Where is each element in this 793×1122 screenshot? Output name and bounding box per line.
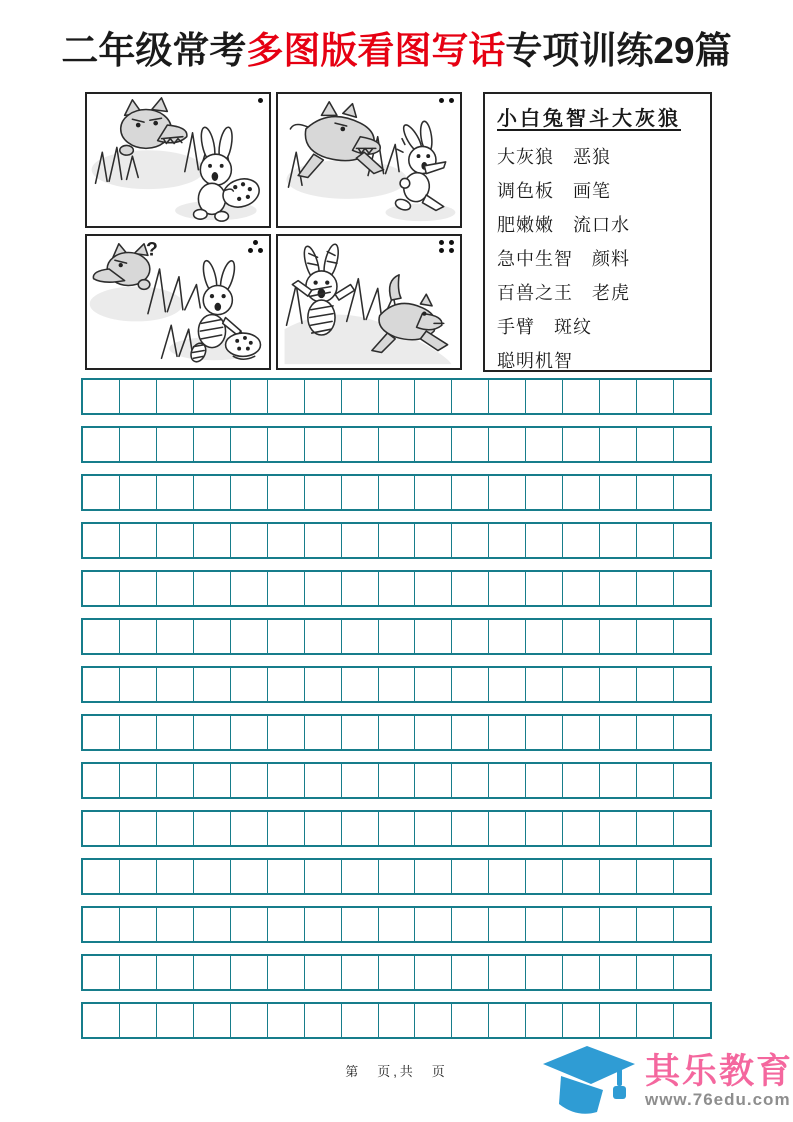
grid-cell — [194, 620, 231, 653]
grid-cell — [305, 380, 342, 413]
grid-cell — [526, 572, 563, 605]
grid-cell — [674, 668, 710, 701]
grid-cell — [637, 620, 674, 653]
grid-cell — [268, 908, 305, 941]
grid-cell — [452, 524, 489, 557]
grid-cell — [379, 428, 416, 461]
grid-cell — [637, 476, 674, 509]
grid-cell — [305, 908, 342, 941]
grid-cell — [489, 524, 526, 557]
grid-cell — [600, 620, 637, 653]
title-highlight: 多图版看图写话 — [246, 30, 506, 71]
grid-cell — [526, 908, 563, 941]
grid-cell — [157, 860, 194, 893]
grid-cell — [120, 668, 157, 701]
grid-cell — [83, 908, 120, 941]
grid-cell — [342, 956, 379, 989]
grid-cell — [415, 428, 452, 461]
grid-cell — [194, 1004, 231, 1037]
grid-cell — [600, 668, 637, 701]
grid-cell — [452, 1004, 489, 1037]
panel-dot — [449, 98, 454, 103]
grid-cell — [231, 1004, 268, 1037]
grid-cell — [157, 764, 194, 797]
comic-panel-3 — [85, 234, 271, 370]
grid-cell — [452, 572, 489, 605]
grid-cell — [452, 716, 489, 749]
grid-cell — [305, 764, 342, 797]
grid-cell — [120, 908, 157, 941]
grid-cell — [83, 524, 120, 557]
grid-cell — [342, 476, 379, 509]
grid-cell — [268, 380, 305, 413]
grid-cell — [120, 476, 157, 509]
grid-cell — [120, 1004, 157, 1037]
grid-cell — [305, 428, 342, 461]
title-prefix: 二年级常考 — [61, 30, 247, 71]
grid-cell — [563, 428, 600, 461]
grid-cell — [415, 860, 452, 893]
grid-cell — [268, 524, 305, 557]
grid-cell — [526, 860, 563, 893]
grid-cell — [637, 764, 674, 797]
vocab-word-line: 调色板 画笔 — [497, 181, 611, 202]
grid-cell — [674, 380, 710, 413]
comic-panel-2 — [276, 92, 462, 228]
grid-cell — [305, 956, 342, 989]
panel-dot — [439, 240, 444, 245]
page-title — [0, 20, 793, 74]
grid-cell — [674, 764, 710, 797]
grid-cell — [120, 860, 157, 893]
panel-dot — [248, 248, 253, 253]
grid-cell — [379, 524, 416, 557]
grid-cell — [637, 812, 674, 845]
grid-row — [81, 426, 712, 463]
grid-cell — [489, 476, 526, 509]
grid-cell — [674, 428, 710, 461]
grid-cell — [489, 956, 526, 989]
grid-cell — [526, 956, 563, 989]
grid-cell — [637, 716, 674, 749]
grid-row — [81, 474, 712, 511]
grid-cell — [600, 524, 637, 557]
grid-cell — [637, 668, 674, 701]
logo-text — [645, 1054, 793, 1108]
grid-cell — [379, 764, 416, 797]
grid-cell — [600, 956, 637, 989]
grid-cell — [268, 476, 305, 509]
grid-cell — [268, 764, 305, 797]
grid-cell — [157, 428, 194, 461]
grid-cell — [637, 860, 674, 893]
grid-cell — [563, 956, 600, 989]
grid-cell — [120, 764, 157, 797]
grid-cell — [342, 764, 379, 797]
grid-cell — [157, 716, 194, 749]
vocab-box — [483, 92, 712, 372]
grid-cell — [342, 380, 379, 413]
grid-cell — [194, 716, 231, 749]
grid-cell — [194, 764, 231, 797]
grid-cell — [526, 764, 563, 797]
grid-row — [81, 858, 712, 895]
panel-1-illustration-wolf-watches-rabbit — [87, 94, 269, 226]
grid-cell — [120, 812, 157, 845]
grid-cell — [415, 764, 452, 797]
grid-cell — [415, 668, 452, 701]
grid-cell — [637, 956, 674, 989]
grid-cell — [600, 428, 637, 461]
grid-cell — [194, 908, 231, 941]
grid-cell — [415, 812, 452, 845]
grid-cell — [157, 572, 194, 605]
grid-cell — [305, 572, 342, 605]
grid-cell — [489, 380, 526, 413]
panel-3-illustration-rabbit-paints-stripes — [87, 236, 269, 368]
grid-cell — [563, 668, 600, 701]
grid-cell — [600, 716, 637, 749]
grid-cell — [268, 428, 305, 461]
grid-cell — [637, 572, 674, 605]
grid-cell — [563, 908, 600, 941]
grid-cell — [379, 572, 416, 605]
grid-cell — [342, 620, 379, 653]
grid-cell — [231, 860, 268, 893]
grid-cell — [120, 620, 157, 653]
grid-cell — [231, 716, 268, 749]
panel-3-number-dots — [247, 240, 264, 253]
grid-cell — [526, 524, 563, 557]
grid-cell — [563, 524, 600, 557]
vocab-word-line: 手臂 斑纹 — [497, 317, 592, 338]
grid-cell — [342, 572, 379, 605]
logo-brand-name: 其乐教育 — [644, 1052, 793, 1091]
grid-cell — [415, 908, 452, 941]
grid-cell — [415, 524, 452, 557]
grid-cell — [268, 572, 305, 605]
grid-cell — [489, 1004, 526, 1037]
grid-cell — [194, 956, 231, 989]
grid-cell — [637, 908, 674, 941]
grid-cell — [489, 428, 526, 461]
grid-cell — [526, 428, 563, 461]
grid-cell — [563, 860, 600, 893]
grid-cell — [379, 476, 416, 509]
grid-row — [81, 666, 712, 703]
grid-cell — [231, 380, 268, 413]
grid-row — [81, 570, 712, 607]
grid-cell — [452, 668, 489, 701]
grid-cell — [83, 764, 120, 797]
grid-cell — [157, 908, 194, 941]
grid-cell — [157, 524, 194, 557]
grid-cell — [674, 572, 710, 605]
grid-cell — [379, 380, 416, 413]
grid-cell — [120, 380, 157, 413]
svg-text:?: ? — [145, 238, 158, 261]
grid-cell — [600, 908, 637, 941]
grid-cell — [415, 956, 452, 989]
grid-cell — [674, 620, 710, 653]
grid-cell — [379, 620, 416, 653]
grid-cell — [563, 812, 600, 845]
grid-cell — [231, 956, 268, 989]
grid-cell — [489, 812, 526, 845]
graduation-cap-icon — [541, 1044, 643, 1118]
grid-cell — [268, 620, 305, 653]
grid-cell — [379, 860, 416, 893]
grid-cell — [526, 1004, 563, 1037]
grid-cell — [526, 620, 563, 653]
grid-cell — [526, 380, 563, 413]
grid-row — [81, 954, 712, 991]
grid-cell — [452, 428, 489, 461]
grid-cell — [231, 908, 268, 941]
grid-cell — [600, 860, 637, 893]
grid-cell — [342, 812, 379, 845]
grid-cell — [674, 956, 710, 989]
grid-cell — [83, 620, 120, 653]
grid-cell — [157, 956, 194, 989]
panel-dot — [253, 240, 258, 245]
grid-cell — [83, 668, 120, 701]
panel-4-number-dots — [438, 240, 455, 253]
grid-cell — [194, 860, 231, 893]
grid-row — [81, 714, 712, 751]
grid-cell — [415, 1004, 452, 1037]
grid-cell — [452, 956, 489, 989]
grid-cell — [452, 380, 489, 413]
comic-panel-4 — [276, 234, 462, 370]
grid-cell — [637, 380, 674, 413]
grid-cell — [120, 716, 157, 749]
grid-cell — [305, 716, 342, 749]
grid-cell — [83, 1004, 120, 1037]
title-suffix: 专项训练29篇 — [505, 30, 732, 71]
grid-cell — [305, 524, 342, 557]
grid-cell — [489, 716, 526, 749]
grid-cell — [268, 812, 305, 845]
grid-cell — [194, 380, 231, 413]
writing-grid — [81, 378, 712, 1039]
grid-cell — [268, 716, 305, 749]
grid-cell — [194, 572, 231, 605]
grid-cell — [231, 476, 268, 509]
grid-cell — [600, 1004, 637, 1037]
grid-cell — [83, 860, 120, 893]
grid-cell — [194, 476, 231, 509]
vocab-word-line: 大灰狼 恶狼 — [497, 147, 611, 168]
panel-2-illustration-wolf-chases-rabbit — [278, 94, 460, 226]
grid-cell — [415, 716, 452, 749]
grid-cell — [379, 716, 416, 749]
grid-cell — [452, 620, 489, 653]
grid-cell — [637, 1004, 674, 1037]
panel-dot — [258, 248, 263, 253]
grid-cell — [526, 812, 563, 845]
grid-cell — [415, 380, 452, 413]
grid-cell — [526, 716, 563, 749]
grid-row — [81, 378, 712, 415]
comic-panel-1 — [85, 92, 271, 228]
grid-cell — [563, 1004, 600, 1037]
grid-cell — [600, 572, 637, 605]
grid-cell — [489, 860, 526, 893]
grid-cell — [194, 428, 231, 461]
grid-cell — [231, 572, 268, 605]
grid-cell — [157, 668, 194, 701]
grid-cell — [415, 620, 452, 653]
grid-cell — [231, 524, 268, 557]
grid-cell — [674, 1004, 710, 1037]
grid-cell — [674, 908, 710, 941]
grid-cell — [415, 572, 452, 605]
grid-cell — [83, 956, 120, 989]
grid-cell — [231, 428, 268, 461]
grid-row — [81, 810, 712, 847]
grid-cell — [268, 1004, 305, 1037]
grid-cell — [231, 668, 268, 701]
page-footer: 第 页,共 页 — [345, 1064, 448, 1079]
grid-cell — [489, 764, 526, 797]
grid-cell — [342, 908, 379, 941]
vocab-title: 小白兔智斗大灰狼 — [497, 106, 681, 130]
brand-logo — [541, 1044, 793, 1118]
grid-cell — [231, 812, 268, 845]
vocab-word-line: 聪明机智 — [497, 351, 573, 372]
grid-row — [81, 1002, 712, 1039]
grid-cell — [83, 572, 120, 605]
grid-cell — [231, 764, 268, 797]
grid-cell — [489, 908, 526, 941]
grid-cell — [489, 668, 526, 701]
grid-cell — [452, 812, 489, 845]
grid-row — [81, 762, 712, 799]
grid-cell — [637, 524, 674, 557]
grid-cell — [674, 860, 710, 893]
grid-cell — [83, 428, 120, 461]
grid-cell — [83, 380, 120, 413]
grid-cell — [563, 764, 600, 797]
grid-cell — [452, 476, 489, 509]
panel-4-illustration-wolf-runs-away — [278, 236, 460, 368]
grid-cell — [415, 476, 452, 509]
grid-cell — [305, 620, 342, 653]
grid-cell — [120, 956, 157, 989]
grid-cell — [120, 524, 157, 557]
grid-cell — [83, 476, 120, 509]
grid-cell — [157, 812, 194, 845]
grid-cell — [379, 908, 416, 941]
grid-cell — [674, 476, 710, 509]
grid-cell — [674, 812, 710, 845]
grid-cell — [637, 428, 674, 461]
grid-cell — [563, 716, 600, 749]
grid-cell — [452, 860, 489, 893]
grid-cell — [305, 812, 342, 845]
grid-cell — [120, 572, 157, 605]
grid-cell — [342, 428, 379, 461]
vocab-word-line: 肥嫩嫩 流口水 — [497, 215, 630, 236]
grid-cell — [600, 476, 637, 509]
logo-url: www.76edu.com — [644, 1090, 791, 1109]
grid-cell — [563, 476, 600, 509]
grid-cell — [674, 716, 710, 749]
panel-dot — [449, 248, 454, 253]
grid-cell — [379, 668, 416, 701]
grid-cell — [563, 380, 600, 413]
panel-dot — [439, 98, 444, 103]
grid-cell — [600, 380, 637, 413]
grid-cell — [194, 668, 231, 701]
grid-cell — [342, 524, 379, 557]
grid-cell — [268, 956, 305, 989]
grid-cell — [83, 812, 120, 845]
grid-cell — [563, 572, 600, 605]
panel-dot — [439, 248, 444, 253]
grid-cell — [489, 620, 526, 653]
grid-cell — [452, 908, 489, 941]
grid-cell — [305, 1004, 342, 1037]
grid-cell — [526, 668, 563, 701]
vocab-word-line: 急中生智 颜料 — [497, 249, 630, 270]
comic-strip — [85, 92, 462, 372]
grid-cell — [305, 668, 342, 701]
grid-cell — [157, 476, 194, 509]
grid-cell — [231, 620, 268, 653]
grid-row — [81, 906, 712, 943]
grid-cell — [157, 380, 194, 413]
grid-cell — [379, 812, 416, 845]
top-section — [85, 92, 793, 372]
grid-cell — [600, 812, 637, 845]
grid-cell — [194, 812, 231, 845]
grid-cell — [342, 668, 379, 701]
grid-cell — [83, 716, 120, 749]
grid-cell — [452, 764, 489, 797]
grid-cell — [268, 860, 305, 893]
panel-dot — [258, 98, 263, 103]
grid-cell — [674, 524, 710, 557]
grid-cell — [194, 524, 231, 557]
grid-cell — [489, 572, 526, 605]
grid-cell — [342, 716, 379, 749]
grid-cell — [379, 1004, 416, 1037]
grid-cell — [342, 1004, 379, 1037]
grid-cell — [157, 1004, 194, 1037]
grid-row — [81, 522, 712, 559]
grid-cell — [157, 620, 194, 653]
panel-2-number-dots — [438, 98, 455, 103]
grid-cell — [563, 620, 600, 653]
grid-cell — [526, 476, 563, 509]
panel-dot — [449, 240, 454, 245]
grid-cell — [305, 860, 342, 893]
grid-cell — [600, 764, 637, 797]
grid-row — [81, 618, 712, 655]
grid-cell — [379, 956, 416, 989]
grid-cell — [342, 860, 379, 893]
vocab-word-line: 百兽之王 老虎 — [497, 283, 630, 304]
panel-1-number-dots — [257, 98, 264, 103]
grid-cell — [268, 668, 305, 701]
grid-cell — [305, 476, 342, 509]
grid-cell — [120, 428, 157, 461]
